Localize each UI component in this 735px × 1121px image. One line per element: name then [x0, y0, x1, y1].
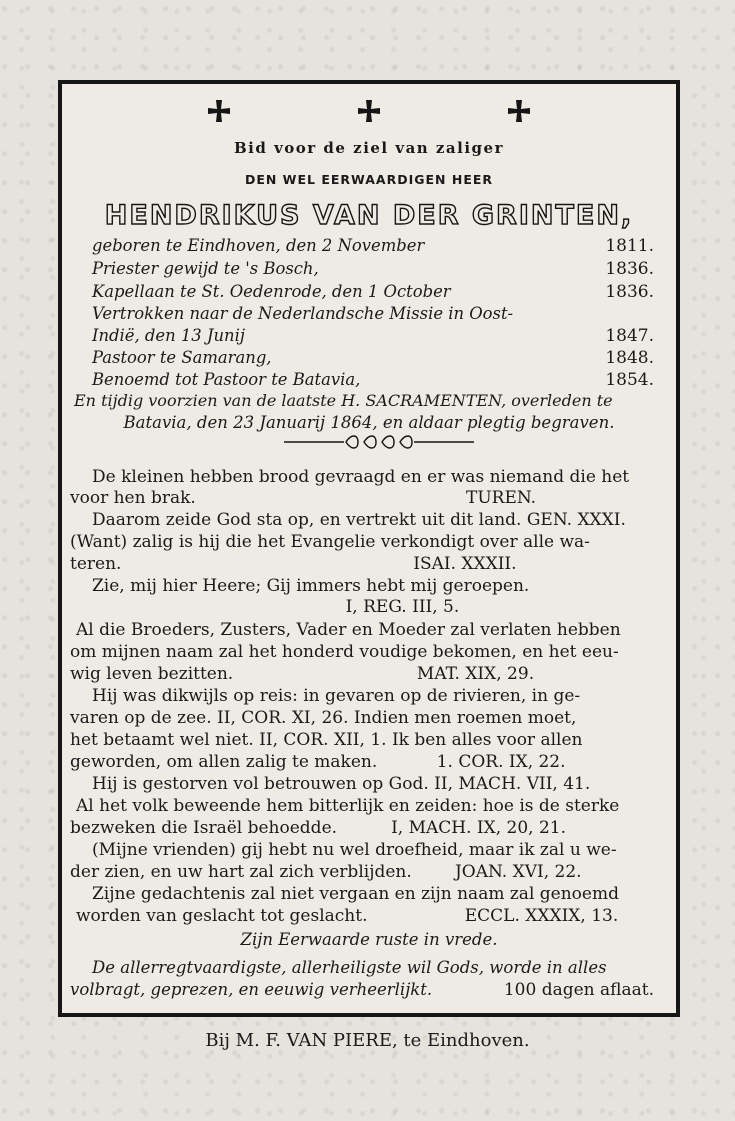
verse-line: Zijne gedachtenis zal niet vergaan en zijn naam zal genoemd: [92, 884, 619, 904]
verse-line: (Mijne vrienden) gij hebt nu wel droefheid, maar ik zal u we-: [92, 840, 617, 860]
bio-year: 1848.: [605, 348, 654, 368]
verse-line: Al die Broeders, Zusters, Vader en Moeder zal verlaten hebben: [76, 620, 621, 640]
bio-year: 1836.: [605, 259, 654, 279]
verse-line: Al het volk beweende hem bitterlijk en zeiden: hoe is de sterke: [76, 796, 620, 816]
bio-text: Priester gewijd te 's Bosch,: [92, 259, 319, 278]
verse-line: De kleinen hebben brood gevraagd en er was niemand die het: [92, 467, 630, 487]
bio-year: 1847.: [605, 326, 654, 346]
bio-text: Benoemd tot Pastoor te Batavia,: [92, 370, 361, 389]
verse-line: varen op de zee. II, COR. XI, 26. Indien men roemen moet,: [70, 708, 577, 728]
prayer-line: De allerregtvaardigste, allerheiligste wil Gods, worde in alles: [92, 958, 607, 977]
cross-row: [62, 98, 676, 128]
bio-line: [92, 328, 654, 345]
verse-line: Zie, mij hier Heere; Gij immers hebt mij geroepen.: [92, 576, 530, 596]
verse-line: (Want) zalig is hij die het Evangelie verkondigt over alle wa-: [70, 532, 590, 552]
printer-imprint: Bij M. F. VAN PIERE, te Eindhoven.: [205, 1030, 530, 1051]
bio-line: [92, 350, 654, 367]
bio-line: [92, 284, 654, 301]
cross-pattee-icon: [204, 98, 234, 128]
prayer-line: volbragt, geprezen, en eeuwig verheerlijkt.: [70, 980, 433, 999]
verse-line: Hij was dikwijls op reis: in gevaren op de rivieren, in ge-: [92, 686, 581, 706]
bio-text: geboren te Eindhoven, den 2 November: [92, 236, 425, 255]
bio-text: Kapellaan te St. Oedenrode, den 1 October: [92, 282, 451, 301]
ornamental-divider: [284, 435, 474, 449]
bio-year: 1854.: [605, 370, 654, 390]
verse-line: bezweken die Israël behoedde. I, MACH. IX, 20, 21.: [70, 818, 567, 838]
honorific-heading: DEN WEL EERWAARDIGEN HEER: [244, 172, 494, 187]
death-line: En tijdig voorzien van de laatste H. SACRAMENTEN, overleden te: [74, 391, 613, 410]
cross-pattee-icon: [504, 98, 534, 128]
verse-line: om mijnen naam zal het honderd voudige bekomen, en het eeu-: [70, 642, 619, 662]
bio-line: [92, 372, 654, 389]
bio-text: Pastoor te Samarang,: [92, 348, 272, 367]
deceased-name: HENDRIKUS VAN DER GRINTEN,: [104, 200, 634, 231]
bio-year: 1811.: [605, 236, 654, 256]
verse-line: het betaamt wel niet. II, COR. XII, 1. Ik ben alles voor allen: [70, 730, 583, 750]
bio-year: 1836.: [605, 282, 654, 302]
bio-line: [92, 238, 654, 255]
verse-line: Hij is gestorven vol betrouwen op God. II, MACH. VII, 41.: [92, 774, 591, 794]
verse-line: wig leven bezitten. MAT. XIX, 29.: [70, 664, 535, 684]
rest-in-peace-line: Zijn Eerwaarde ruste in vrede.: [240, 930, 498, 949]
cross-pattee-icon: [354, 98, 384, 128]
bio-text: Indië, den 13 Junij: [92, 326, 245, 345]
bio-line: [92, 261, 654, 278]
verse-line: worden van geslacht tot geslacht. ECCL. XXXIX, 13.: [76, 906, 619, 926]
verse-line: voor hen brak. TUREN.: [70, 488, 537, 508]
bio-text: Vertrokken naar de Nederlandsche Missie in Oost-: [92, 304, 514, 323]
indulgence-text: 100 dagen aflaat.: [503, 980, 654, 1000]
verse-line: Daarom zeide God sta op, en vertrekt uit dit land. GEN. XXXI.: [92, 510, 626, 530]
invocation-heading: Bid voor de ziel van zaliger: [233, 139, 504, 157]
verse-line: I, REG. III, 5.: [70, 597, 460, 617]
memorial-card-frame: [58, 80, 680, 1017]
verse-line: geworden, om allen zalig te maken. 1. COR. IX, 22.: [70, 752, 566, 772]
bio-line: [92, 306, 654, 322]
death-line: Batavia, den 23 Januarij 1864, en aldaar plegtig begraven.: [123, 413, 615, 432]
verse-line: teren. ISAI. XXXII.: [70, 554, 517, 574]
verse-line: der zien, en uw hart zal zich verblijden. JOAN. XVI, 22.: [70, 862, 582, 882]
